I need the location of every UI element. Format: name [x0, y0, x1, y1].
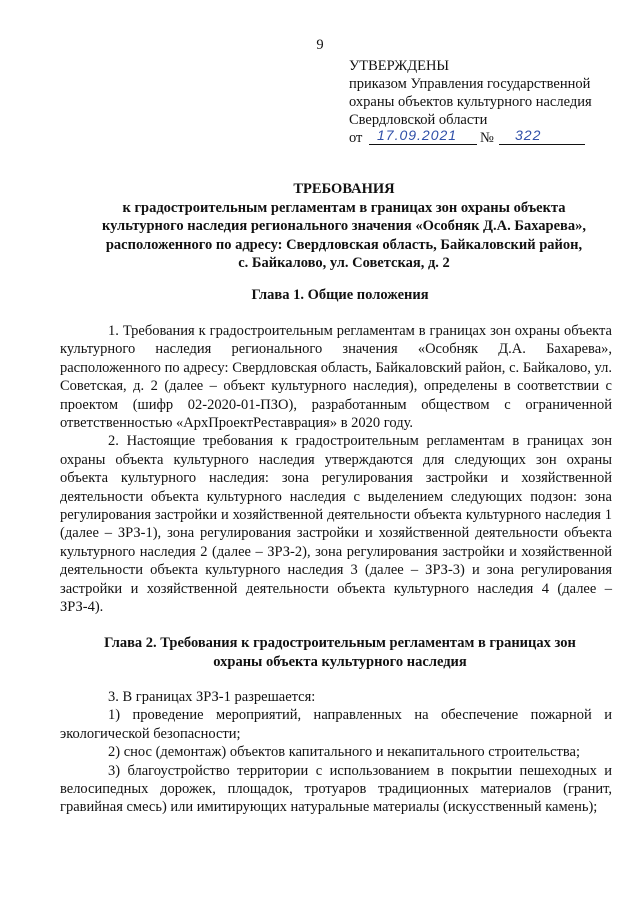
number-blank — [499, 129, 585, 145]
approval-block — [349, 57, 619, 147]
title-line: расположенного по адресу: Свердловская область, Байкаловский район, — [105, 236, 583, 253]
chapter-2-title — [60, 634, 620, 671]
approval-line: Свердловской области — [349, 112, 488, 128]
chapter-1-title: Глава 1. Общие положения — [251, 287, 429, 303]
paragraph: 3. В границах ЗРЗ-1 разрешается: — [108, 689, 316, 705]
chapter-2-body — [60, 688, 612, 817]
paragraph: 2. Настоящие требования к градостроительным регламентам в границах зон охраны объекта культурного наследия утверждаются для следующих зон охраны объекта культурного наследия: зона регулирования застройки и хозяйственной деятельности объекта культурного наследия с выделением следующих подзон: зона регулирования застройки и хозяйственной деятельности объекта культурного наследия 1 (далее – ЗРЗ-1), зона регулирования застройки и хозяйственной деятельности объекта культурного наследия 2 (далее – ЗРЗ-2), зона регулирования застройки и хозяйственной деятельности объекта культурного наследия 3 (далее – ЗРЗ-3) и зона регулирования застройки и хозяйственной деятельности объекта культурного наследия 4 (далее – ЗРЗ-4). — [60, 433, 612, 616]
title-line: культурного наследия регионального значения «Особняк Д.А. Бахарева», — [102, 218, 586, 234]
page-number: 9 — [316, 37, 324, 53]
chapter-2-title-line: охраны объекта культурного наследия — [213, 653, 467, 670]
chapter-1-body — [60, 322, 612, 617]
title-heading: ТРЕБОВАНИЯ — [293, 181, 395, 197]
approval-line: охраны объектов культурного наследия — [349, 94, 592, 110]
paragraph: 1) проведение мероприятий, направленных на обеспечение пожарной и экологической безопасности; — [60, 707, 612, 742]
title-line: с. Байкалово, ул. Советская, д. 2 — [238, 255, 450, 271]
paragraph: 2) снос (демонтаж) объектов капитального и некапитального строительства; — [108, 744, 581, 761]
chapter-2-title-line: Глава 2. Требования к градостроительным регламентам в границах зон — [104, 635, 576, 651]
title-line: к градостроительным регламентам в границах зон охраны объекта — [122, 199, 566, 216]
paragraph: 1. Требования к градостроительным регламентам в границах зон охраны объекта культурного наследия регионального значения «Особняк Д.А. Бахарева», расположенного по адресу: Свердловская область, Байкаловский район, с. Байкалово, ул. Советская, д. 2 (далее – объект культурного наследия), определены в соответствии с проектом (шифр 02-2020-01-ПЗО), разработанным обществом с ограниченной ответственностью «АрхПроектРеставрация» в 2020 году. — [60, 323, 612, 432]
number-label: № — [480, 130, 494, 146]
approval-heading: УТВЕРЖДЕНЫ — [349, 58, 450, 74]
approval-date-row — [349, 129, 619, 147]
paragraph: 3) благоустройство территории с использованием в покрытии пешеходных и велосипедных дорожек, площадок, тротуаров традиционных материалов (гранит, гравийная смесь) или имитирующих натуральные материалы (искусственный камень); — [60, 762, 612, 816]
approval-line: приказом Управления государственной — [349, 76, 591, 92]
date-prefix: от — [349, 130, 363, 146]
handwritten-number: 322 — [515, 127, 542, 143]
document-title — [84, 180, 604, 273]
handwritten-date: 17.09.2021 — [377, 127, 458, 143]
